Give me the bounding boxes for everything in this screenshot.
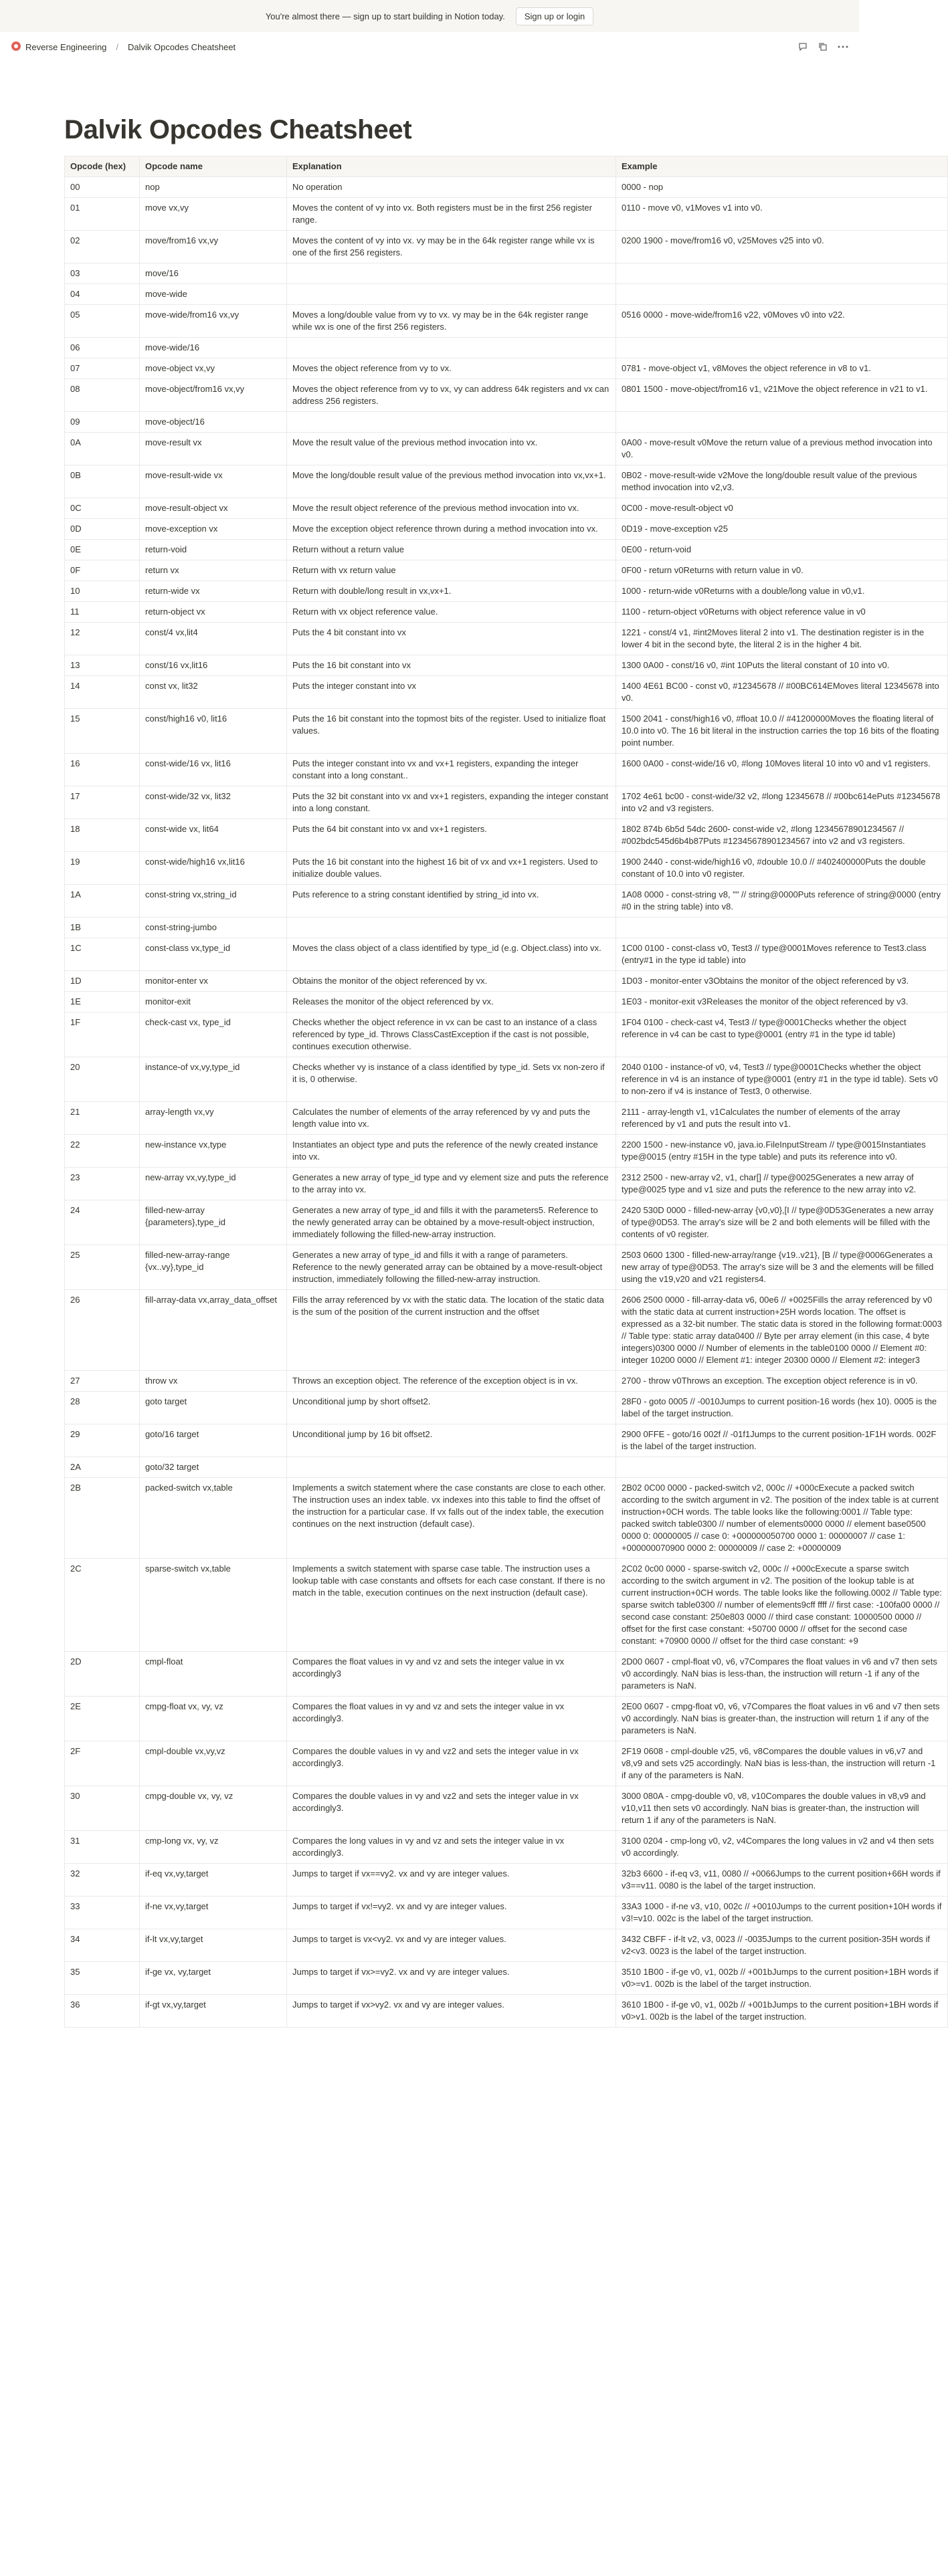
page-title: Dalvik Opcodes Cheatsheet [64, 115, 412, 144]
cell-example[interactable]: 1400 4E61 BC00 - const v0, #12345678 // #00BC614EMoves literal 12345678 into v0. [616, 676, 948, 709]
cell-explanation[interactable] [287, 412, 616, 433]
cell-example[interactable]: 0C00 - move-result-object v0 [616, 498, 948, 519]
cell-opcode-name[interactable]: return-wide vx [140, 581, 287, 602]
cell-opcode[interactable]: 06 [65, 338, 140, 358]
cell-opcode[interactable]: 32 [65, 1864, 140, 1897]
cell-opcode[interactable]: 00 [65, 177, 140, 198]
breadcrumb [11, 41, 235, 53]
cell-opcode-name[interactable]: const-string vx,string_id [140, 885, 287, 918]
breadcrumb-workspace[interactable]: Reverse Engineering [25, 41, 107, 52]
cell-example[interactable]: 1300 0A00 - const/16 v0, #int 10Puts the literal constant of 10 into v0. [616, 655, 948, 676]
table-row [65, 1864, 948, 1897]
cell-example[interactable] [616, 1457, 948, 1478]
cell-explanation[interactable]: Puts the 4 bit constant into vx [287, 623, 616, 655]
cell-opcode[interactable]: 18 [65, 819, 140, 852]
cell-opcode[interactable]: 24 [65, 1200, 140, 1245]
cell-opcode-name[interactable]: goto/16 target [140, 1424, 287, 1457]
cell-explanation[interactable]: Puts the 16 bit constant into the topmost bits of the register. Used to initialize float values. [287, 709, 616, 754]
table-row [65, 786, 948, 819]
table-row [65, 1697, 948, 1741]
cell-example[interactable]: 1A08 0000 - const-string v8, "" // string@0000Puts reference of string@0000 (entry #0 in the string table) into v8. [616, 885, 948, 918]
table-row [65, 1424, 948, 1457]
cell-example[interactable]: 3100 0204 - cmp-long v0, v2, v4Compares the long values in v2 and v4 then sets v0 accordingly. [616, 1831, 948, 1864]
signup-button[interactable]: Sign up or login [516, 7, 593, 25]
cell-opcode-name[interactable]: cmpl-double vx,vy,vz [140, 1741, 287, 1786]
cell-explanation[interactable]: Moves a long/double value from vy to vx. vy may be in the 64k register range while wx is one of the first 256 registers. [287, 305, 616, 338]
cell-explanation[interactable]: Return without a return value [287, 540, 616, 560]
table-row [65, 519, 948, 540]
cell-example[interactable]: 1600 0A00 - const-wide/16 v0, #long 10Moves literal 10 into v0 and v1 registers. [616, 754, 948, 786]
table-row [65, 560, 948, 581]
cell-opcode-name[interactable]: if-ne vx,vy,target [140, 1897, 287, 1929]
table-row [65, 1962, 948, 1995]
cell-opcode-name[interactable]: const-wide/16 vx, lit16 [140, 754, 287, 786]
table-row [65, 1371, 948, 1392]
cell-opcode-name[interactable]: packed-switch vx,table [140, 1478, 287, 1559]
cell-example[interactable]: 3610 1B00 - if-ge v0, v1, 002b // +001bJumps to the current position+1BH words if v0>v1. 002b is the label of the target instruction. [616, 1995, 948, 2028]
more-options-icon[interactable] [838, 41, 848, 52]
cell-opcode-name[interactable]: goto target [140, 1392, 287, 1424]
cell-opcode[interactable]: 1B [65, 918, 140, 938]
cell-example[interactable]: 0110 - move v0, v1Moves v1 into v0. [616, 198, 948, 231]
table-row [65, 918, 948, 938]
cell-explanation[interactable]: Jumps to target if vx==vy2. vx and vy are integer values. [287, 1864, 616, 1897]
cell-opcode[interactable]: 15 [65, 709, 140, 754]
cell-example[interactable]: 1100 - return-object v0Returns with object reference value in v0 [616, 602, 948, 623]
cell-opcode[interactable]: 0D [65, 519, 140, 540]
cell-opcode[interactable]: 05 [65, 305, 140, 338]
cell-example[interactable]: 0000 - nop [616, 177, 948, 198]
breadcrumb-separator: / [116, 41, 119, 52]
cell-explanation[interactable]: Puts the 16 bit constant into the highest 16 bit of vx and vx+1 registers. Used to initialize double values. [287, 852, 616, 885]
cell-example[interactable]: 33A3 1000 - if-ne v3, v10, 002c // +0010Jumps to the current position+10H words if v3!=v10. 002c is the label of the target instruction. [616, 1897, 948, 1929]
cell-example[interactable]: 2312 2500 - new-array v2, v1, char[] // type@0025Generates a new array of type@0025 type and v1 size and puts the reference to the new array into v2. [616, 1168, 948, 1200]
table-row [65, 540, 948, 560]
cell-opcode-name[interactable]: move-wide [140, 284, 287, 305]
cell-opcode-name[interactable]: fill-array-data vx,array_data_offset [140, 1290, 287, 1371]
cell-example[interactable]: 0801 1500 - move-object/from16 v1, v21Move the object reference in v21 to v1. [616, 379, 948, 412]
cell-opcode-name[interactable]: move-result-object vx [140, 498, 287, 519]
cell-opcode-name[interactable]: move-wide/16 [140, 338, 287, 358]
table-row [65, 1457, 948, 1478]
table-row [65, 1929, 948, 1962]
signup-banner [0, 0, 859, 32]
cell-opcode-name[interactable]: new-instance vx,type [140, 1135, 287, 1168]
cell-opcode-name[interactable]: const/high16 v0, lit16 [140, 709, 287, 754]
cell-explanation[interactable]: Moves the object reference from vy to vx, vy can address 64k registers and vx can address 256 registers. [287, 379, 616, 412]
cell-example[interactable]: 0200 1900 - move/from16 v0, v25Moves v25 into v0. [616, 231, 948, 263]
cell-explanation[interactable]: Puts the 16 bit constant into vx [287, 655, 616, 676]
table-row [65, 1102, 948, 1135]
cell-opcode-name[interactable]: instance-of vx,vy,type_id [140, 1057, 287, 1102]
table-row [65, 1652, 948, 1697]
cell-example[interactable]: 0F00 - return v0Returns with return value in v0. [616, 560, 948, 581]
cell-example[interactable]: 2E00 0607 - cmpg-float v0, v6, v7Compares the float values in v6 and v7 then sets v0 accordingly. NaN bias is greater-than, the instruction will return 1 if any of the parameters is NaN. [616, 1697, 948, 1741]
cell-opcode-name[interactable]: monitor-enter vx [140, 971, 287, 992]
column-header-example[interactable]: Example [616, 156, 948, 177]
table-row [65, 623, 948, 655]
cell-explanation[interactable]: Return with vx object reference value. [287, 602, 616, 623]
cell-example[interactable]: 32b3 6600 - if-eq v3, v11, 0080 // +0066Jumps to the current position+66H words if v3==v11. 0080 is the label of the target instruction. [616, 1864, 948, 1897]
table-row [65, 602, 948, 623]
table-row [65, 655, 948, 676]
cell-opcode-name[interactable]: filled-new-array-range {vx..vy},type_id [140, 1245, 287, 1290]
cell-explanation[interactable]: Generates a new array of type_id type and vy element size and puts the reference to the array into vx. [287, 1168, 616, 1200]
cell-example[interactable]: 1E03 - monitor-exit v3Releases the monitor of the object referenced by v3. [616, 992, 948, 1012]
cell-explanation[interactable]: Unconditional jump by short offset2. [287, 1392, 616, 1424]
table-row [65, 1290, 948, 1371]
table-row [65, 1786, 948, 1831]
cell-opcode[interactable]: 14 [65, 676, 140, 709]
cell-explanation[interactable]: Implements a switch statement where the case constants are close to each other. The instruction uses an index table. vx indexes into this table to find the offset of the instruction for a particular case. If vx falls out of the index table, the execution continues on the next instruction (default case). [287, 1478, 616, 1559]
cell-opcode-name[interactable]: if-gt vx,vy,target [140, 1995, 287, 2028]
cell-opcode-name[interactable]: const-wide/32 vx, lit32 [140, 786, 287, 819]
cell-explanation[interactable]: Jumps to target is vx<vy2. vx and vy are integer values. [287, 1929, 616, 1962]
cell-opcode-name[interactable]: sparse-switch vx,table [140, 1559, 287, 1652]
cell-opcode[interactable]: 02 [65, 231, 140, 263]
topbar-actions [797, 41, 848, 52]
cell-example[interactable]: 2111 - array-length v1, v1Calculates the number of elements of the array referenced by v1 and puts the result into v1. [616, 1102, 948, 1135]
cell-explanation[interactable] [287, 918, 616, 938]
cell-explanation[interactable]: Jumps to target if vx!=vy2. vx and vy are integer values. [287, 1897, 616, 1929]
table-row [65, 1135, 948, 1168]
cell-explanation[interactable] [287, 263, 616, 284]
cell-example[interactable]: 2606 2500 0000 - fill-array-data v6, 00e6 // +0025Fills the array referenced by v0 with the static data at current instruction+25H words location. The offset is expressed as a 32-bit number. The static data is stored in the following format:0003 // Table type: static array data0400 // Byte per array element (in this case, 4 byte integers)0300 0000 // Number of elements in the table0100 0000 // Element #0: integer 10200 0000 // Element #1: integer 20300 0000 // Element #2: integer3 [616, 1290, 948, 1371]
cell-explanation[interactable]: Moves the content of vy into vx. vy may be in the 64k register range while vx is one of the first 256 registers. [287, 231, 616, 263]
cell-opcode[interactable]: 0A [65, 433, 140, 465]
cell-opcode-name[interactable]: move-object vx,vy [140, 358, 287, 379]
cell-example[interactable]: 2420 530D 0000 - filled-new-array {v0,v0},[I // type@0D53Generates a new array of type@0D53. The array's size will be 2 and both elements will be filled with the contents of v0 register. [616, 1200, 948, 1245]
cell-opcode-name[interactable]: nop [140, 177, 287, 198]
table-row [65, 885, 948, 918]
cell-opcode-name[interactable]: check-cast vx, type_id [140, 1012, 287, 1057]
cell-explanation[interactable] [287, 1457, 616, 1478]
cell-opcode-name[interactable]: array-length vx,vy [140, 1102, 287, 1135]
cell-opcode-name[interactable]: move-result-wide vx [140, 465, 287, 498]
cell-opcode-name[interactable]: if-lt vx,vy,target [140, 1929, 287, 1962]
opcodes-table-container [64, 156, 942, 2028]
cell-example[interactable]: 0516 0000 - move-wide/from16 v22, v0Moves v0 into v22. [616, 305, 948, 338]
cell-explanation[interactable]: No operation [287, 177, 616, 198]
table-row [65, 1559, 948, 1652]
cell-example[interactable]: 2B02 0C00 0000 - packed-switch v2, 000c // +000cExecute a packed switch according to the switch argument in v2. The position of the index table is at current instruction+0CH words. The table looks like the following:0001 // Table type: packed switch table0300 // number of elements0000 0000 // element base0500 0000 0: 00000005 // case 0: +000000050700 0000 1: 00000007 // case 1: +000000070900 0000 2: 00000009 // case 2: +00000009 [616, 1478, 948, 1559]
cell-explanation[interactable]: Jumps to target if vx>vy2. vx and vy are integer values. [287, 1995, 616, 2028]
cell-opcode[interactable]: 2C [65, 1559, 140, 1652]
cell-explanation[interactable]: Compares the double values in vy and vz2 and sets the integer value in vx accordingly3. [287, 1786, 616, 1831]
cell-opcode[interactable]: 2A [65, 1457, 140, 1478]
cell-opcode[interactable]: 07 [65, 358, 140, 379]
table-row [65, 1012, 948, 1057]
cell-example[interactable]: 1D03 - monitor-enter v3Obtains the monitor of the object referenced by v3. [616, 971, 948, 992]
table-row [65, 433, 948, 465]
cell-explanation[interactable]: Moves the content of vy into vx. Both registers must be in the first 256 register range. [287, 198, 616, 231]
table-row [65, 819, 948, 852]
table-row [65, 1168, 948, 1200]
table-row [65, 676, 948, 709]
cell-explanation[interactable]: Return with double/long result in vx,vx+1. [287, 581, 616, 602]
cell-opcode-name[interactable]: return-void [140, 540, 287, 560]
cell-opcode-name[interactable]: move/16 [140, 263, 287, 284]
banner-text: You're almost there — sign up to start building in Notion today. [265, 11, 505, 21]
table-row [65, 198, 948, 231]
cell-example[interactable] [616, 263, 948, 284]
table-row [65, 1245, 948, 1290]
cell-opcode[interactable]: 1F [65, 1012, 140, 1057]
cell-explanation[interactable]: Throws an exception object. The reference of the exception object is in vx. [287, 1371, 616, 1392]
cell-opcode[interactable]: 09 [65, 412, 140, 433]
cell-opcode[interactable]: 12 [65, 623, 140, 655]
cell-opcode-name[interactable]: move-exception vx [140, 519, 287, 540]
cell-opcode[interactable]: 03 [65, 263, 140, 284]
cell-example[interactable]: 0A00 - move-result v0Move the return value of a previous method invocation into v0. [616, 433, 948, 465]
table-row [65, 1478, 948, 1559]
cell-opcode[interactable]: 01 [65, 198, 140, 231]
table-row [65, 1995, 948, 2028]
cell-opcode-name[interactable]: move vx,vy [140, 198, 287, 231]
cell-opcode[interactable]: 30 [65, 1786, 140, 1831]
cell-example[interactable]: 2C02 0c00 0000 - sparse-switch v2, 000c // +000cExecute a sparse switch according to the switch argument in v2. The position of the lookup table is at current instruction+0CH words. The table looks like the following.0002 // Table type: sparse switch table0300 // number of elements9cff ffff // first case: -100fa00 0000 // second case constant: 250e803 0000 // third case constant: 10000500 0000 // offset for the first case constant: +50700 0000 // offset for the second case constant: +70900 0000 // offset for the third case constant: +9 [616, 1559, 948, 1652]
cell-opcode[interactable]: 20 [65, 1057, 140, 1102]
cell-opcode[interactable]: 2F [65, 1741, 140, 1786]
cell-explanation[interactable]: Releases the monitor of the object referenced by vx. [287, 992, 616, 1012]
table-row [65, 338, 948, 358]
cell-example[interactable]: 1802 874b 6b5d 54dc 2600- const-wide v2, #long 12345678901234567 // #002bdc545d6b4b87Puts #12345678901234567 into v2 and v3 registers. [616, 819, 948, 852]
cell-explanation[interactable]: Instantiates an object type and puts the reference of the newly created instance into vx. [287, 1135, 616, 1168]
cell-explanation[interactable]: Implements a switch statement with sparse case table. The instruction uses a lookup table with case constants and offsets for each case constant. If there is no match in the table, execution continues on the next instruction (default case). [287, 1559, 616, 1652]
cell-example[interactable]: 2040 0100 - instance-of v0, v4, Test3 // type@0001Checks whether the object reference in v4 is an instance of type@0001 (entry #1 in the type id table). Sets v0 to non-zero if v4 is instance of Test3, 0 otherwise. [616, 1057, 948, 1102]
cell-example[interactable]: 0781 - move-object v1, v8Moves the object reference in v8 to v1. [616, 358, 948, 379]
cell-example[interactable]: 1900 2440 - const-wide/high16 v0, #double 10.0 // #402400000Puts the double constant of 10.0 into v0 register. [616, 852, 948, 885]
cell-example[interactable]: 2F19 0608 - cmpl-double v25, v6, v8Compares the double values in v6,v7 and v8,v9 and sets v25 accordingly. NaN bias is less-than, the instruction will return -1 if any of the parameters is NaN. [616, 1741, 948, 1786]
cell-explanation[interactable]: Puts the integer constant into vx and vx+1 registers, expanding the integer constant into a long constant.. [287, 754, 616, 786]
cell-opcode-name[interactable]: move-object/from16 vx,vy [140, 379, 287, 412]
cell-opcode[interactable]: 22 [65, 1135, 140, 1168]
table-row [65, 1741, 948, 1786]
table-row [65, 1831, 948, 1864]
cell-opcode[interactable]: 0E [65, 540, 140, 560]
column-header-opcode[interactable]: Opcode (hex) [65, 156, 140, 177]
cell-opcode[interactable]: 0C [65, 498, 140, 519]
cell-explanation[interactable]: Compares the long values in vy and vz and sets the integer value in vx accordingly3. [287, 1831, 616, 1864]
cell-opcode-name[interactable]: cmpg-double vx, vy, vz [140, 1786, 287, 1831]
table-row [65, 177, 948, 198]
cell-explanation[interactable]: Return with vx return value [287, 560, 616, 581]
cell-opcode[interactable]: 33 [65, 1897, 140, 1929]
cell-opcode[interactable]: 04 [65, 284, 140, 305]
duplicate-icon[interactable] [818, 41, 828, 52]
cell-explanation[interactable]: Puts the 64 bit constant into vx and vx+1 registers. [287, 819, 616, 852]
cell-opcode[interactable]: 2E [65, 1697, 140, 1741]
cell-opcode[interactable]: 35 [65, 1962, 140, 1995]
cell-opcode-name[interactable]: return vx [140, 560, 287, 581]
cell-example[interactable]: 1000 - return-wide v0Returns with a double/long value in v0,v1. [616, 581, 948, 602]
cell-explanation[interactable]: Unconditional jump by 16 bit offset2. [287, 1424, 616, 1457]
cell-explanation[interactable]: Move the exception object reference thrown during a method invocation into vx. [287, 519, 616, 540]
cell-explanation[interactable]: Compares the float values in vy and vz and sets the integer value in vx accordingly3 [287, 1652, 616, 1697]
cell-opcode-name[interactable]: const-string-jumbo [140, 918, 287, 938]
cell-explanation[interactable]: Checks whether vy is instance of a class identified by type_id. Sets vx non-zero if it is, 0 otherwise. [287, 1057, 616, 1102]
cell-opcode-name[interactable]: goto/32 target [140, 1457, 287, 1478]
cell-example[interactable]: 1500 2041 - const/high16 v0, #float 10.0 // #41200000Moves the floating literal of 10.0 into v0. The 16 bit literal in the instruction carries the top 16 bits of the floating point number. [616, 709, 948, 754]
cell-example[interactable]: 2900 0FFE - goto/16 002f // -01f1Jumps to the current position-1F1H words. 002F is the label of the target instruction. [616, 1424, 948, 1457]
cell-example[interactable] [616, 284, 948, 305]
cell-opcode[interactable]: 0F [65, 560, 140, 581]
cell-opcode-name[interactable]: cmpl-float [140, 1652, 287, 1697]
cell-opcode[interactable]: 1E [65, 992, 140, 1012]
cell-opcode[interactable]: 29 [65, 1424, 140, 1457]
cell-example[interactable]: 2200 1500 - new-instance v0, java.io.FileInputStream // type@0015Instantiates type@0015 (entry #15H in the type table) and puts its reference into v0. [616, 1135, 948, 1168]
cell-example[interactable]: 1F04 0100 - check-cast v4, Test3 // type@0001Checks whether the object reference in v4 can be cast to type@0001 (entry #1 in the type id table) [616, 1012, 948, 1057]
table-row [65, 465, 948, 498]
cell-opcode[interactable]: 11 [65, 602, 140, 623]
cell-opcode-name[interactable]: cmp-long vx, vy, vz [140, 1831, 287, 1864]
cell-explanation[interactable]: Move the result object reference of the previous method invocation into vx. [287, 498, 616, 519]
breadcrumb-page[interactable]: Dalvik Opcodes Cheatsheet [128, 41, 236, 52]
cell-example[interactable]: 1702 4e61 bc00 - const-wide/32 v2, #long 12345678 // #00bc614ePuts #12345678 into v2 and v3 registers. [616, 786, 948, 819]
cell-explanation[interactable]: Move the long/double result value of the previous method invocation into vx,vx+1. [287, 465, 616, 498]
table-row [65, 754, 948, 786]
cell-example[interactable]: 2700 - throw v0Throws an exception. The exception object reference is in v0. [616, 1371, 948, 1392]
cell-opcode-name[interactable]: move/from16 vx,vy [140, 231, 287, 263]
cell-opcode[interactable]: 1D [65, 971, 140, 992]
table-row [65, 231, 948, 263]
cell-explanation[interactable]: Compares the float values in vy and vz and sets the integer value in vx accordingly3. [287, 1697, 616, 1741]
cell-opcode[interactable]: 36 [65, 1995, 140, 2028]
cell-explanation[interactable]: Obtains the monitor of the object referenced by vx. [287, 971, 616, 992]
cell-opcode[interactable]: 21 [65, 1102, 140, 1135]
cell-opcode[interactable]: 19 [65, 852, 140, 885]
cell-opcode[interactable]: 10 [65, 581, 140, 602]
table-row [65, 305, 948, 338]
cell-opcode[interactable]: 13 [65, 655, 140, 676]
cell-example[interactable] [616, 918, 948, 938]
cell-explanation[interactable]: Puts reference to a string constant identified by string_id into vx. [287, 885, 616, 918]
cell-opcode-name[interactable]: if-eq vx,vy,target [140, 1864, 287, 1897]
table-row [65, 1897, 948, 1929]
cell-opcode[interactable]: 2D [65, 1652, 140, 1697]
cell-opcode[interactable]: 25 [65, 1245, 140, 1290]
table-row [65, 709, 948, 754]
table-row [65, 1392, 948, 1424]
cell-opcode[interactable]: 16 [65, 754, 140, 786]
cell-opcode-name[interactable]: return-object vx [140, 602, 287, 623]
table-row [65, 852, 948, 885]
column-header-name[interactable]: Opcode name [140, 156, 287, 177]
cell-explanation[interactable]: Jumps to target if vx>=vy2. vx and vy are integer values. [287, 1962, 616, 1995]
cell-opcode[interactable]: 2B [65, 1478, 140, 1559]
cell-opcode[interactable]: 17 [65, 786, 140, 819]
table-row [65, 263, 948, 284]
cell-example[interactable]: 28F0 - goto 0005 // -0010Jumps to current position-16 words (hex 10). 0005 is the label of the target instruction. [616, 1392, 948, 1424]
table-body [65, 177, 948, 2028]
cell-example[interactable]: 1221 - const/4 v1, #int2Moves literal 2 into v1. The destination register is in the lower 4 bit in the second byte, the literal 2 is in the higher 4 bit. [616, 623, 948, 655]
table-row [65, 1057, 948, 1102]
table-row [65, 938, 948, 971]
table-row [65, 284, 948, 305]
cell-example[interactable]: 1C00 0100 - const-class v0, Test3 // type@0001Moves reference to Test3.class (entry#1 in the type id table) into [616, 938, 948, 971]
cell-explanation[interactable]: Moves the class object of a class identified by type_id (e.g. Object.class) into vx. [287, 938, 616, 971]
page-content [0, 62, 942, 2028]
cell-example[interactable]: 2503 0600 1300 - filled-new-array/range {v19..v21}, [B // type@0006Generates a new array of type@0D53. The array's size will be 3 and the elements will be filled using the v19,v20 and v21 registers4. [616, 1245, 948, 1290]
cell-opcode-name[interactable]: filled-new-array {parameters},type_id [140, 1200, 287, 1245]
cell-explanation[interactable]: Puts the integer constant into vx [287, 676, 616, 709]
cell-opcode-name[interactable]: const/16 vx,lit16 [140, 655, 287, 676]
topbar [0, 32, 859, 62]
cell-explanation[interactable]: Calculates the number of elements of the array referenced by vy and puts the length value into vx. [287, 1102, 616, 1135]
cell-explanation[interactable] [287, 338, 616, 358]
cell-example[interactable]: 3432 CBFF - if-lt v2, v3, 0023 // -0035Jumps to the current position-35H words if v2<v3. 0023 is the label of the target instruction. [616, 1929, 948, 1962]
table-row [65, 992, 948, 1012]
cell-explanation[interactable]: Fills the array referenced by vx with the static data. The location of the static data is the sum of the position of the current instruction and the offset [287, 1290, 616, 1371]
cell-explanation[interactable] [287, 284, 616, 305]
table-row [65, 581, 948, 602]
cell-example[interactable]: 0E00 - return-void [616, 540, 948, 560]
cell-explanation[interactable]: Move the result value of the previous method invocation into vx. [287, 433, 616, 465]
cell-opcode-name[interactable]: cmpg-float vx, vy, vz [140, 1697, 287, 1741]
cell-opcode[interactable]: 31 [65, 1831, 140, 1864]
cell-opcode-name[interactable]: const-class vx,type_id [140, 938, 287, 971]
cell-example[interactable]: 0D19 - move-exception v25 [616, 519, 948, 540]
cell-opcode[interactable]: 34 [65, 1929, 140, 1962]
cell-opcode[interactable]: 27 [65, 1371, 140, 1392]
cell-example[interactable]: 3000 080A - cmpg-double v0, v8, v10Compares the double values in v8,v9 and v10,v11 then sets v0 accordingly. NaN bias is greater-than, the instruction will return 1 if any of the parameters is NaN. [616, 1786, 948, 1831]
column-header-explanation[interactable]: Explanation [287, 156, 616, 177]
cell-example[interactable]: 3510 1B00 - if-ge v0, v1, 002b // +001bJumps to the current position+1BH words if v0>=v1. 002b is the label of the target instruction. [616, 1962, 948, 1995]
workspace-logo-icon [11, 41, 21, 53]
cell-explanation[interactable]: Compares the double values in vy and vz2 and sets the integer value in vx accordingly3. [287, 1741, 616, 1786]
cell-example[interactable] [616, 412, 948, 433]
table-row [65, 412, 948, 433]
cell-opcode[interactable]: 1C [65, 938, 140, 971]
cell-opcode-name[interactable]: throw vx [140, 1371, 287, 1392]
cell-example[interactable]: 2D00 0607 - cmpl-float v0, v6, v7Compares the float values in v6 and v7 then sets v0 accordingly. NaN bias is less-than, the instruction will return -1 if any of the parameters is NaN. [616, 1652, 948, 1697]
cell-opcode[interactable]: 23 [65, 1168, 140, 1200]
opcodes-table [64, 156, 948, 2028]
table-row [65, 498, 948, 519]
table-row [65, 1200, 948, 1245]
cell-opcode-name[interactable]: const-wide vx, lit64 [140, 819, 287, 852]
comments-icon[interactable] [797, 41, 808, 52]
cell-opcode-name[interactable]: monitor-exit [140, 992, 287, 1012]
cell-opcode[interactable]: 0B [65, 465, 140, 498]
cell-opcode[interactable]: 1A [65, 885, 140, 918]
cell-opcode-name[interactable]: const/4 vx,lit4 [140, 623, 287, 655]
cell-opcode-name[interactable]: const vx, lit32 [140, 676, 287, 709]
cell-opcode-name[interactable]: move-object/16 [140, 412, 287, 433]
cell-opcode[interactable]: 28 [65, 1392, 140, 1424]
cell-explanation[interactable]: Generates a new array of type_id and fills it with a range of parameters. Reference to the newly generated array can be obtained by a move-result-object instruction, immediately following the filled-new-array instruction. [287, 1245, 616, 1290]
cell-explanation[interactable]: Generates a new array of type_id and fills it with the parameters5. Reference to the newly generated array can be obtained by a move-result-object instruction, immediately following the filled-new-array instruction. [287, 1200, 616, 1245]
cell-opcode-name[interactable]: if-ge vx, vy,target [140, 1962, 287, 1995]
table-row [65, 358, 948, 379]
table-row [65, 971, 948, 992]
cell-example[interactable] [616, 338, 948, 358]
cell-explanation[interactable]: Checks whether the object reference in vx can be cast to an instance of a class referenced by type_id. Throws ClassCastException if the cast is not possible, continues execution otherwise. [287, 1012, 616, 1057]
cell-opcode-name[interactable]: move-wide/from16 vx,vy [140, 305, 287, 338]
cell-opcode-name[interactable]: move-result vx [140, 433, 287, 465]
cell-opcode[interactable]: 26 [65, 1290, 140, 1371]
cell-example[interactable]: 0B02 - move-result-wide v2Move the long/double result value of the previous method invocation into v2,v3. [616, 465, 948, 498]
cell-explanation[interactable]: Moves the object reference from vy to vx. [287, 358, 616, 379]
cell-opcode-name[interactable]: const-wide/high16 vx,lit16 [140, 852, 287, 885]
table-row [65, 379, 948, 412]
table-header-row [65, 156, 948, 177]
cell-opcode-name[interactable]: new-array vx,vy,type_id [140, 1168, 287, 1200]
cell-explanation[interactable]: Puts the 32 bit constant into vx and vx+1 registers, expanding the integer constant into a long constant. [287, 786, 616, 819]
cell-opcode[interactable]: 08 [65, 379, 140, 412]
